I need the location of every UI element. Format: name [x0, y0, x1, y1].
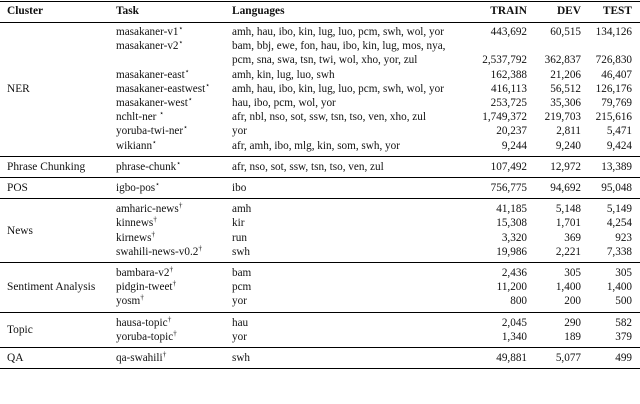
task-label: swahili-news-v0.2: [116, 245, 199, 258]
task-name: [116, 37, 184, 53]
test-count: 7,338: [606, 245, 632, 258]
train-count: 9,244: [501, 139, 527, 152]
footnote-mark: †: [162, 349, 167, 359]
test-count: 499: [615, 352, 632, 364]
languages-cell: afr, nso, sot, ssw, tsn, tso, ven, zul: [232, 160, 384, 173]
task-name: [116, 349, 167, 365]
dev-count: 94,692: [550, 182, 581, 194]
footnote-mark: †: [140, 292, 144, 302]
footnote-mark: ⋆: [205, 80, 210, 90]
task-name: [116, 108, 164, 124]
task-name: [116, 80, 210, 96]
dev-count: 5,148: [555, 203, 581, 216]
dev-count: 290: [564, 316, 581, 329]
train-count: 1,340: [501, 330, 527, 343]
task-label: masakaner-east: [116, 68, 185, 81]
task-label: kirnews: [116, 231, 152, 244]
task-name: [116, 264, 174, 280]
dev-count: 21,206: [550, 68, 581, 81]
test-count: 4,254: [606, 217, 632, 230]
languages-cell: pcm: [232, 281, 252, 294]
test-count: 9,424: [606, 139, 632, 152]
group-separator: [0, 198, 640, 199]
task-label: yoruba-topic: [116, 330, 174, 343]
languages-cell: amh, kin, lug, luo, swh: [232, 68, 335, 81]
group-separator: [0, 347, 640, 348]
languages-cell: afr, amh, ibo, mlg, kin, som, swh, yor: [232, 139, 400, 152]
test-count: 215,616: [595, 111, 632, 124]
dev-count: 56,512: [550, 82, 581, 95]
task-label: nchlt-ner: [116, 111, 160, 124]
task-name: [116, 65, 190, 82]
footnote-mark: †: [169, 264, 174, 274]
test-count: 5,149: [606, 203, 632, 216]
task-name: [116, 158, 181, 174]
train-count: 2,537,792: [482, 54, 527, 67]
languages-cell: amh: [232, 203, 252, 216]
cluster-label: News: [7, 224, 33, 237]
languages-cell: hau, ibo, pcm, wol, yor: [232, 97, 336, 109]
task-name: [116, 328, 177, 344]
dev-count: 2,221: [555, 245, 581, 258]
task-name: [116, 23, 184, 39]
train-count: 443,692: [490, 26, 527, 38]
dev-count: 1,701: [555, 217, 581, 230]
task-name: [116, 136, 157, 153]
test-count: 379: [615, 330, 632, 343]
train-count: 15,308: [496, 217, 527, 230]
dev-count: 369: [564, 231, 581, 244]
languages-cell: bam: [232, 267, 252, 279]
train-count: 19,986: [496, 245, 527, 258]
task-label: bambara-v2: [116, 267, 170, 279]
header-languages: Languages: [232, 5, 285, 17]
train-count: 3,320: [501, 231, 527, 244]
cluster-label: Topic: [7, 323, 33, 336]
footnote-mark: †: [198, 243, 203, 253]
task-label: qa-swahili: [116, 352, 163, 364]
task-name: [116, 313, 172, 330]
dev-count: 5,077: [555, 352, 581, 364]
test-count: 126,176: [595, 82, 632, 95]
header-rule: [0, 22, 640, 23]
languages-cell: swh: [232, 352, 251, 364]
task-label: masakaner-v2: [116, 40, 179, 53]
task-label: igbo-pos: [116, 182, 156, 194]
task-label: kinnews: [116, 217, 154, 230]
test-count: 582: [615, 316, 632, 329]
task-name: [116, 228, 156, 245]
test-count: 13,389: [601, 160, 632, 173]
footnote-mark: ⋆: [159, 108, 164, 118]
languages-cell: kir: [232, 217, 245, 230]
task-label: yosm: [116, 295, 141, 308]
task-name: [116, 292, 144, 308]
cluster-label: Phrase Chunking: [7, 160, 86, 173]
table-top-rule: [0, 1, 640, 2]
dev-count: 362,837: [544, 54, 581, 67]
cluster-label: Sentiment Analysis: [7, 281, 96, 294]
task-label: wikiann: [116, 139, 153, 152]
footnote-mark: ⋆: [152, 136, 157, 146]
languages-cell: swh: [232, 245, 251, 258]
train-count: 11,200: [496, 281, 527, 294]
dev-count: 9,240: [555, 139, 581, 152]
dev-count: 60,515: [550, 26, 581, 38]
test-count: 95,048: [601, 182, 632, 194]
header-cluster: Cluster: [7, 5, 44, 17]
task-label: hausa-topic: [116, 316, 168, 329]
train-count: 2,436: [501, 267, 527, 279]
cluster-label: NER: [7, 82, 30, 95]
languages-cell: amh, hau, ibo, kin, lug, luo, pcm, swh, wol, yor: [232, 26, 444, 38]
test-count: 726,830: [595, 54, 632, 67]
group-separator: [0, 156, 640, 157]
task-name: [116, 94, 193, 110]
footnote-mark: †: [172, 278, 177, 288]
train-count: 107,492: [490, 160, 527, 173]
train-count: 49,881: [496, 352, 527, 364]
train-count: 253,725: [490, 97, 527, 109]
group-separator: [0, 177, 640, 178]
task-name: [116, 278, 177, 294]
test-count: 79,769: [601, 97, 632, 109]
train-count: 416,113: [491, 82, 527, 95]
test-count: 5,471: [606, 125, 632, 138]
header-train: TRAIN: [490, 5, 527, 17]
table-bottom-rule: [0, 368, 640, 369]
footnote-mark: ⋆: [155, 179, 160, 189]
dev-count: 219,703: [544, 111, 581, 124]
task-name: [116, 179, 160, 195]
footnote-mark: †: [153, 214, 158, 224]
footnote-mark: †: [173, 328, 177, 338]
footnote-mark: ⋆: [187, 94, 193, 104]
cluster-label: QA: [7, 352, 24, 365]
footnote-mark: ⋆: [178, 37, 184, 47]
task-label: yoruba-twi-ner: [116, 125, 184, 138]
languages-cell: run: [232, 231, 247, 244]
languages-cell: yor: [232, 295, 247, 308]
languages-cell: afr, nbl, nso, sot, ssw, tsn, tso, ven, xho, zul: [232, 111, 426, 124]
footnote-mark: ⋆: [176, 158, 181, 168]
dev-count: 12,972: [550, 160, 581, 173]
test-count: 305: [615, 267, 632, 279]
dev-count: 305: [564, 267, 581, 279]
task-label: masakaner-west: [116, 97, 188, 109]
train-count: 20,237: [496, 125, 527, 138]
footnote-mark: ⋆: [183, 122, 188, 132]
header-dev: DEV: [556, 5, 581, 17]
footnote-mark: ⋆: [178, 23, 184, 33]
dev-count: 2,811: [556, 125, 581, 138]
footnote-mark: †: [167, 313, 172, 323]
test-count: 134,126: [595, 26, 632, 38]
task-name: [116, 200, 183, 216]
train-count: 41,185: [496, 203, 527, 216]
task-label: masakaner-eastwest: [116, 82, 206, 95]
dev-count: 1,400: [555, 281, 581, 294]
languages-cell: ibo: [232, 182, 247, 194]
footnote-mark: †: [178, 200, 183, 210]
languages-cell: bam, bbj, ewe, fon, hau, ibo, kin, lug, mos, nya,: [232, 40, 446, 53]
test-count: 923: [615, 231, 632, 244]
task-label: pidgin-tweet: [116, 281, 173, 294]
languages-cell: amh, hau, ibo, kin, lug, luo, pcm, swh, wol, yor: [232, 82, 444, 95]
test-count: 500: [615, 295, 632, 308]
footnote-mark: ⋆: [184, 65, 190, 75]
dev-count: 35,306: [550, 97, 581, 109]
train-count: 756,775: [490, 182, 527, 194]
train-count: 2,045: [501, 316, 527, 329]
languages-cell: hau: [232, 316, 249, 329]
group-separator: [0, 312, 640, 313]
dev-count: 200: [564, 295, 581, 308]
train-count: 162,388: [490, 68, 527, 81]
cluster-label: POS: [7, 182, 28, 195]
test-count: 46,407: [601, 68, 632, 81]
dev-count: 189: [564, 330, 581, 343]
group-separator: [0, 262, 640, 263]
task-label: masakaner-v1: [116, 26, 179, 38]
task-label: phrase-chunk: [116, 160, 177, 173]
task-name: [116, 243, 203, 259]
languages-cell: yor: [232, 330, 247, 343]
header-task: Task: [116, 5, 140, 17]
header-test: TEST: [602, 5, 632, 17]
footnote-mark: †: [151, 228, 156, 238]
train-count: 800: [510, 295, 527, 308]
task-label: amharic-news: [116, 203, 179, 216]
languages-cell: yor: [232, 125, 247, 138]
train-count: 1,749,372: [482, 111, 527, 124]
test-count: 1,400: [606, 281, 632, 294]
languages-cell: pcm, sna, swa, tsn, twi, wol, xho, yor, zul: [232, 54, 418, 67]
